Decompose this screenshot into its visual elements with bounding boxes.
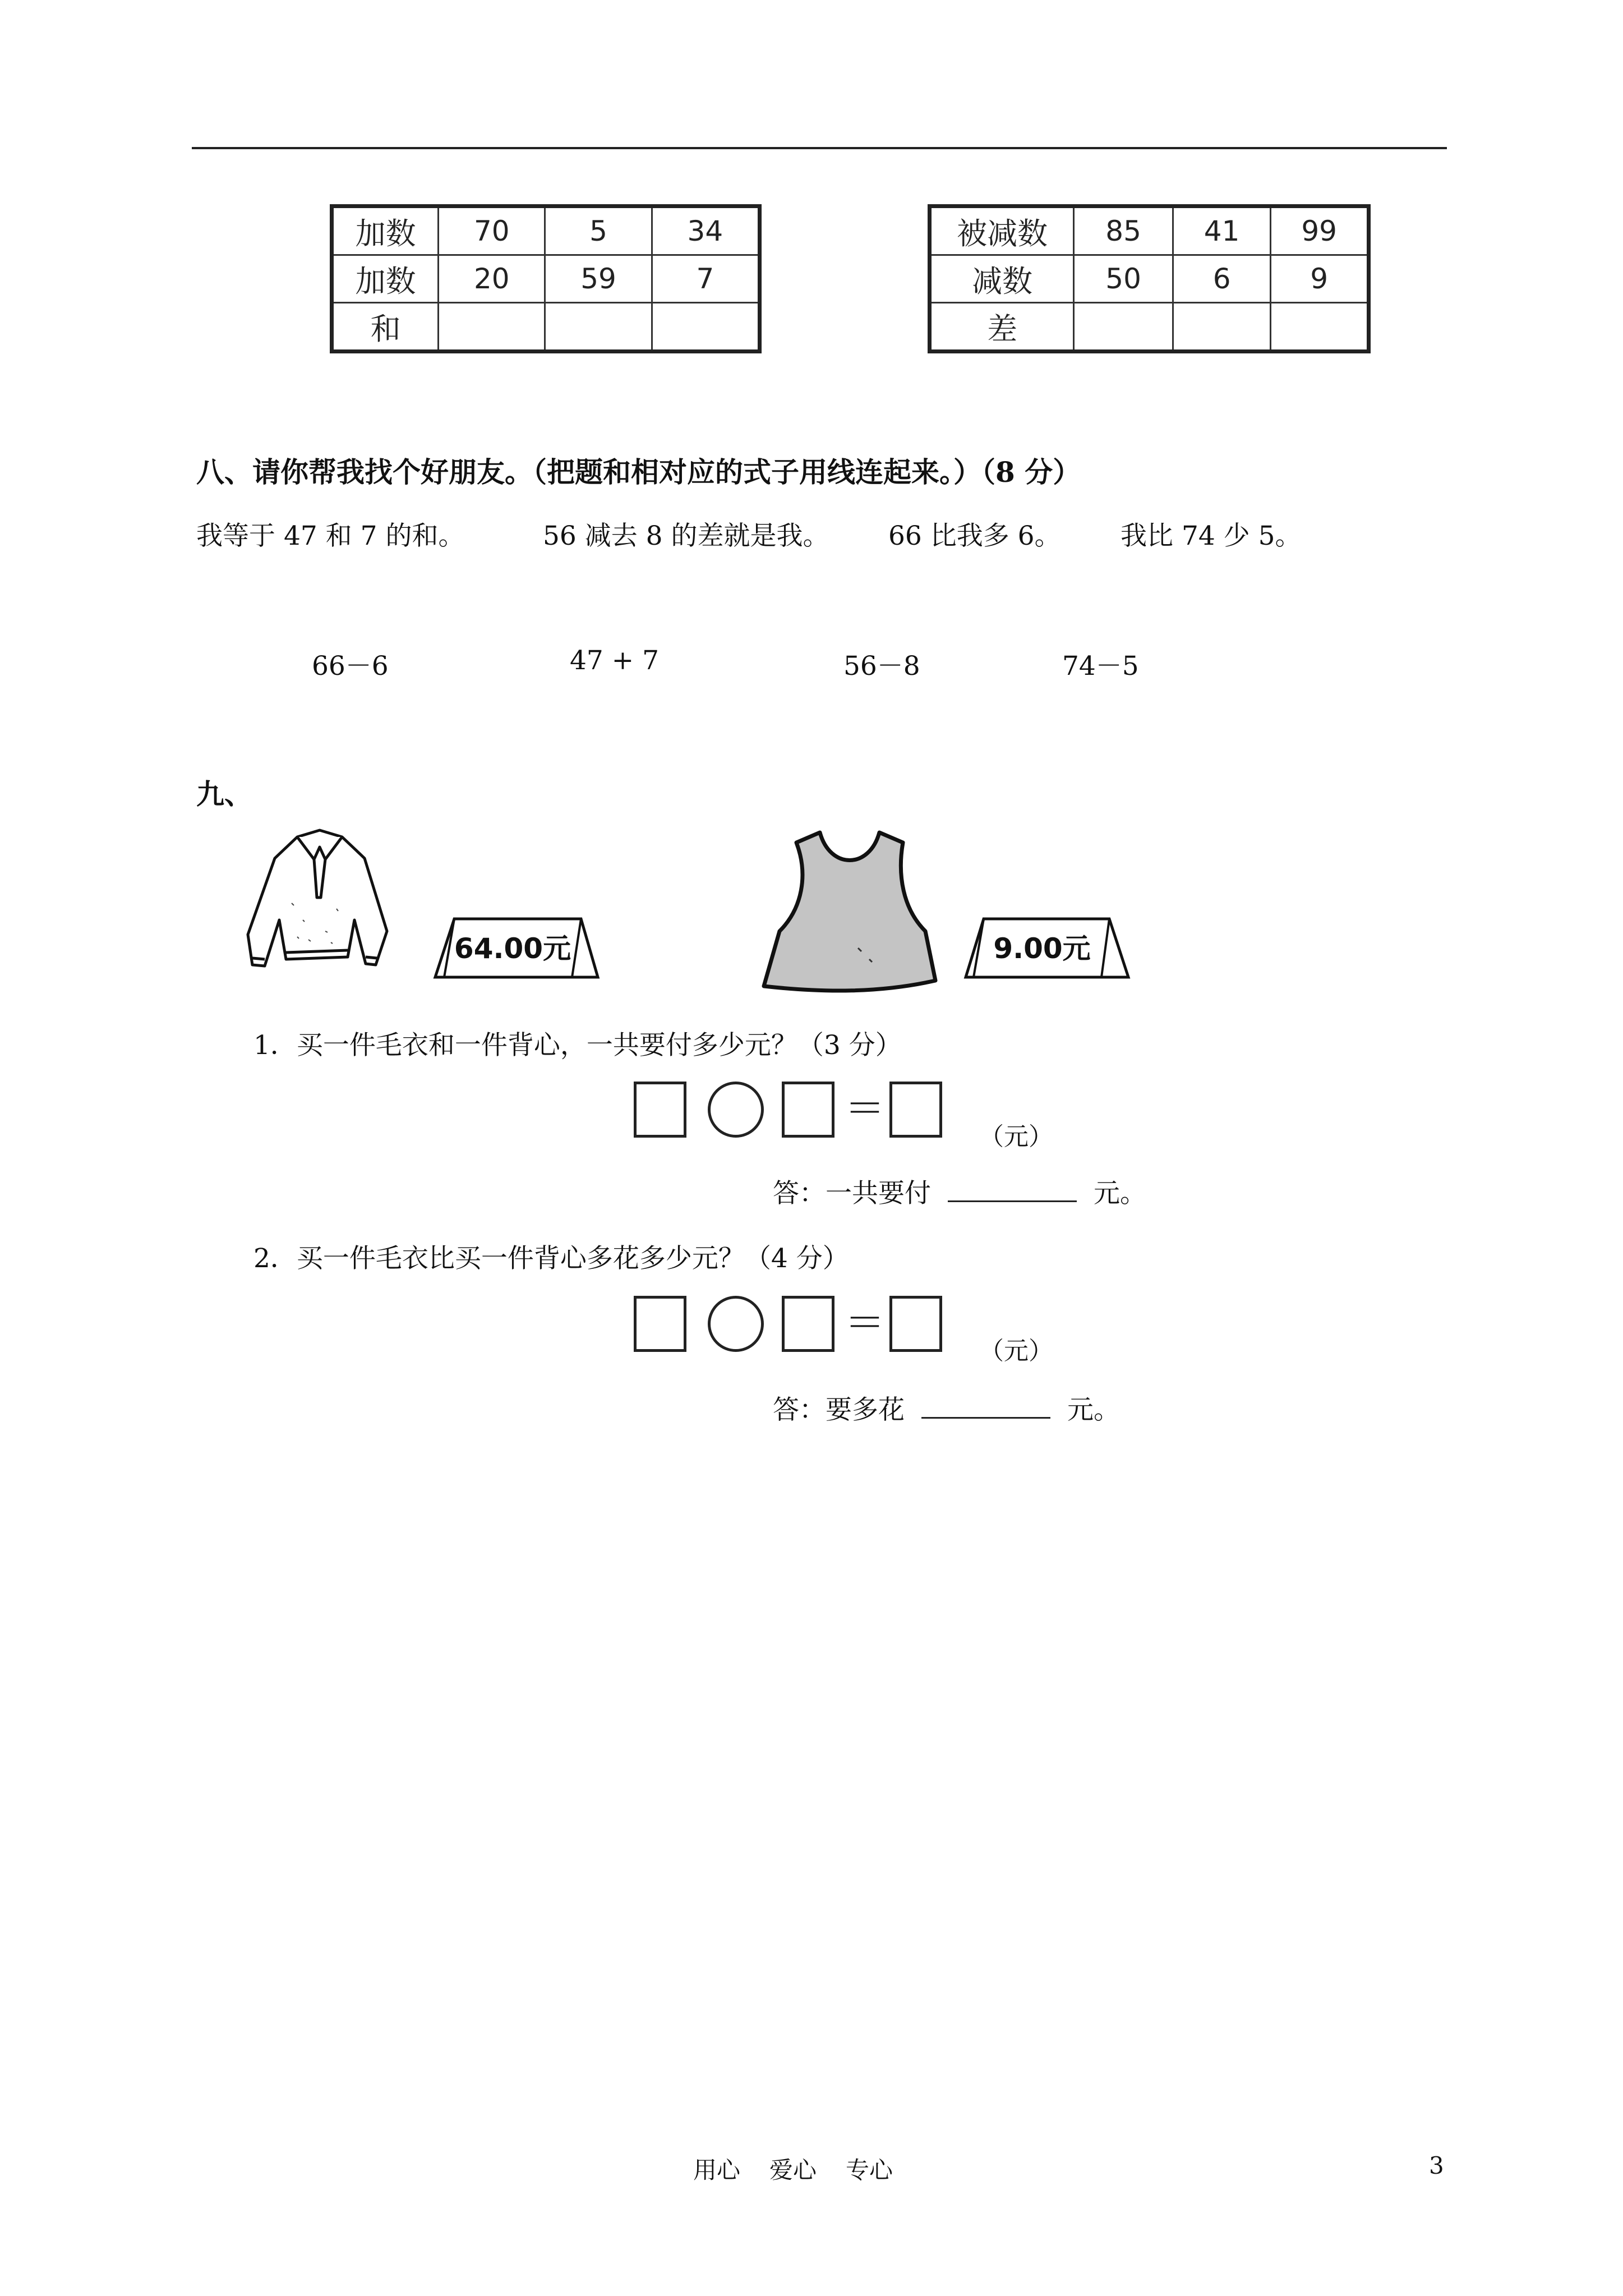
operator-circle[interactable]	[708, 1082, 764, 1138]
answer-blank[interactable]	[948, 1176, 1077, 1202]
operator-circle[interactable]	[708, 1296, 764, 1352]
vest-image	[757, 825, 942, 993]
sweater-price-tag	[432, 914, 600, 982]
statement[interactable]: 66 比我多 6。	[888, 521, 1061, 551]
answer-prefix: 答：要多花	[773, 1395, 905, 1425]
answer-cell[interactable]	[439, 303, 545, 352]
unit-label: （元）	[979, 1337, 1053, 1365]
table-cell: 7	[652, 255, 759, 303]
page-number: 3	[1429, 2152, 1444, 2179]
row-label: 减数	[930, 255, 1074, 303]
answer-cell[interactable]	[1173, 303, 1271, 352]
question-2: 2．买一件毛衣比买一件背心多花多少元？（4 分）	[253, 1243, 849, 1274]
answer-box[interactable]	[889, 1082, 942, 1138]
answer-line-2	[773, 1389, 1120, 1427]
expression[interactable]: 74－5	[1062, 651, 1139, 682]
table-cell: 70	[439, 206, 545, 255]
table-cell: 41	[1173, 206, 1271, 255]
table-cell: 9	[1271, 255, 1369, 303]
row-label: 加数	[332, 206, 439, 255]
row-label: 差	[930, 303, 1074, 352]
table-row	[332, 206, 760, 255]
table-row	[930, 303, 1369, 352]
slogan-word: 专心	[846, 2156, 893, 2184]
answer-cell[interactable]	[652, 303, 759, 352]
answer-box[interactable]	[889, 1296, 942, 1352]
answer-box[interactable]	[634, 1296, 686, 1352]
equals-sign: ＝	[845, 1085, 886, 1132]
slogan-word: 用心	[693, 2156, 741, 2184]
header-rule	[192, 147, 1447, 149]
question-1: 1．买一件毛衣和一件背心，一共要付多少元？（3 分）	[253, 1030, 902, 1061]
table-row	[332, 255, 760, 303]
answer-prefix: 答：一共要付	[773, 1178, 931, 1209]
table-cell: 50	[1074, 255, 1173, 303]
vest-price-tag	[962, 914, 1131, 982]
expression[interactable]: 66－6	[312, 651, 389, 682]
statement[interactable]: 56 减去 8 的差就是我。	[543, 521, 829, 551]
table-cell: 6	[1173, 255, 1271, 303]
answer-cell[interactable]	[545, 303, 652, 352]
table-row	[930, 255, 1369, 303]
unit-label: （元）	[979, 1122, 1053, 1151]
table-cell: 34	[652, 206, 759, 255]
table-cell: 85	[1074, 206, 1173, 255]
section-9-title: 九、	[196, 777, 252, 811]
table-row	[930, 206, 1369, 255]
sweater-price: 64.00元	[454, 932, 571, 965]
subtraction-table	[928, 204, 1371, 353]
answer-box[interactable]	[634, 1082, 686, 1138]
answer-line-1	[773, 1172, 1146, 1210]
answer-suffix: 元。	[1067, 1395, 1120, 1425]
row-label: 加数	[332, 255, 439, 303]
statement[interactable]: 我等于 47 和 7 的和。	[196, 521, 465, 551]
expression[interactable]: 47 + 7	[570, 645, 659, 676]
table-cell: 59	[545, 255, 652, 303]
answer-blank[interactable]	[921, 1392, 1050, 1419]
answer-cell[interactable]	[1271, 303, 1369, 352]
section-8-title: 八、请你帮我找个好朋友。（把题和相对应的式子用线连起来。）（8 分）	[196, 455, 1081, 489]
table-cell: 99	[1271, 206, 1369, 255]
answer-box[interactable]	[782, 1082, 834, 1138]
footer-slogan	[693, 2152, 922, 2185]
vest-price: 9.00元	[993, 932, 1091, 965]
addition-table	[330, 204, 762, 353]
equals-sign: ＝	[845, 1299, 886, 1346]
answer-suffix: 元。	[1094, 1178, 1146, 1209]
sweater-image	[236, 825, 398, 987]
answer-box[interactable]	[782, 1296, 834, 1352]
table-cell: 5	[545, 206, 652, 255]
statement[interactable]: 我比 74 少 5。	[1121, 521, 1302, 551]
answer-cell[interactable]	[1074, 303, 1173, 352]
table-row	[332, 303, 760, 352]
row-label: 和	[332, 303, 439, 352]
slogan-word: 爱心	[769, 2156, 817, 2184]
row-label: 被减数	[930, 206, 1074, 255]
expression[interactable]: 56－8	[843, 651, 920, 682]
table-cell: 20	[439, 255, 545, 303]
